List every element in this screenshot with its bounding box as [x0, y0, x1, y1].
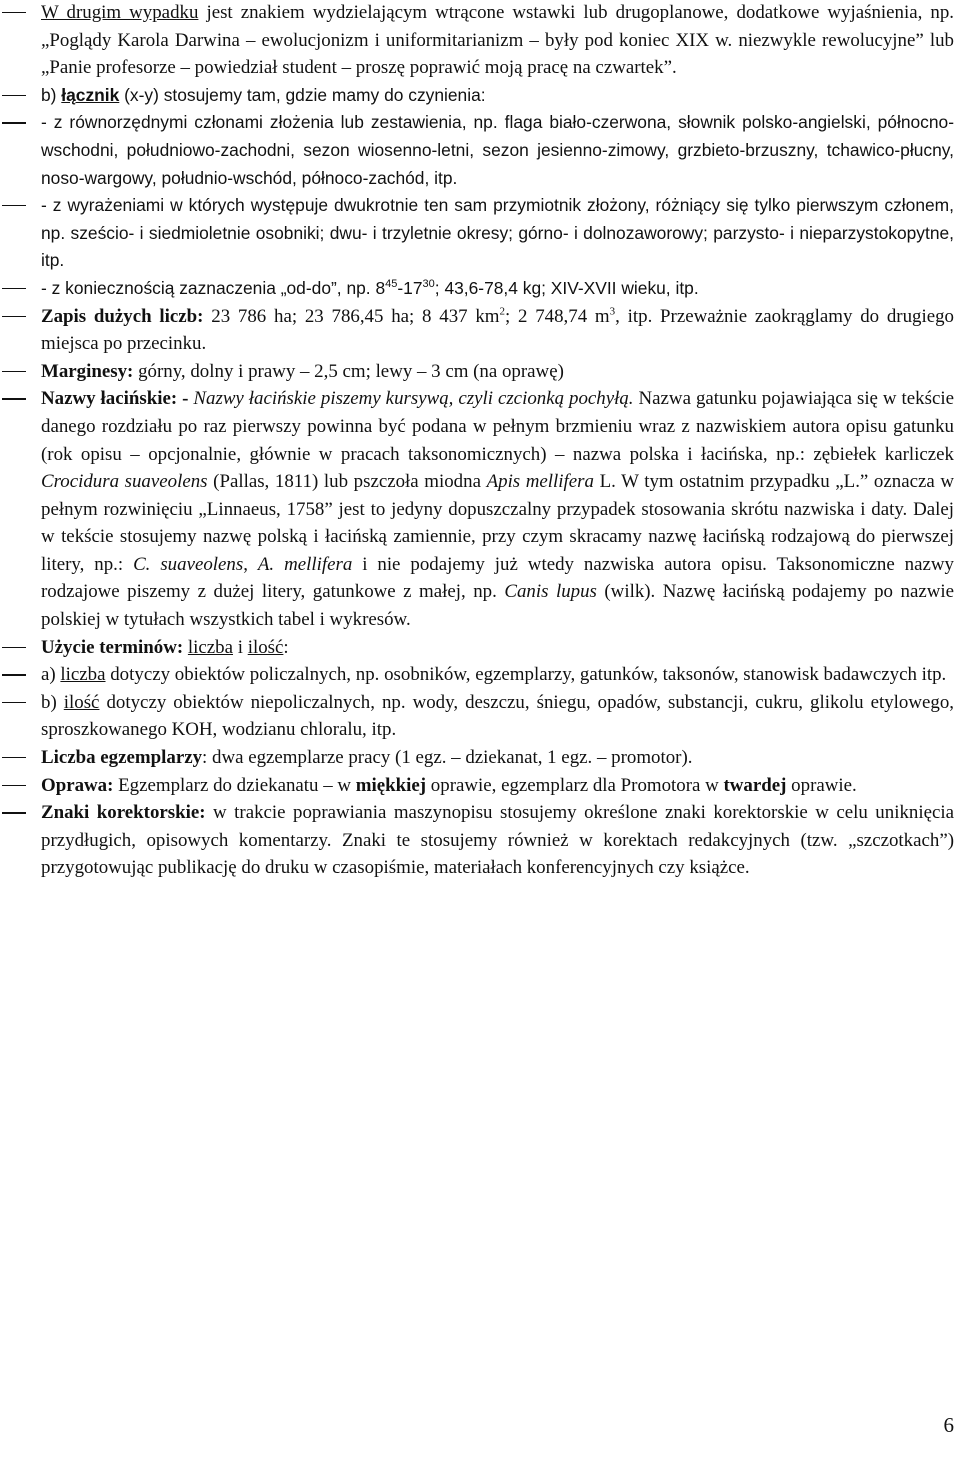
bullet-dash: [2, 95, 26, 96]
paragraph-margins: [0, 358, 960, 386]
term-label: Użycie terminów:: [41, 636, 184, 658]
italic-text: Nazwy łacińskie piszemy kursywą, czyli czcionką pochyłą.: [188, 388, 634, 410]
page-number: 6: [943, 1413, 954, 1437]
paragraph-ranges: [0, 275, 960, 303]
bullet-dash: [2, 288, 26, 289]
paragraph-text: 23 786 ha; 23 786,45 ha; 8 437 km: [203, 305, 500, 327]
paragraph-terms-usage: [0, 634, 960, 662]
bullet-dash: [2, 647, 26, 648]
bold-text: twardej: [723, 774, 787, 796]
term-label: Liczba egzemplarzy: [41, 747, 203, 769]
list-prefix: b): [41, 84, 62, 105]
bold-text: miękkiej: [355, 774, 427, 796]
paragraph-text: ; 2 748,74 m: [505, 305, 610, 327]
term-word: ilość: [247, 636, 284, 658]
superscript: 3: [609, 305, 616, 318]
paragraph-text: górny, dolny i prawy – 2,5 cm; lewy – 3 cm (na oprawę): [133, 360, 564, 382]
bullet-dash: [2, 785, 26, 786]
paragraph-text: jest znakiem wydzielającym wtrącone wstawki lub drugoplanowe, dodatkowe wyjaśnienia, np. „Poglądy Karola Darwina – ewolucjonizm i uniformitarianizm – były pod koniec XIX w. niezwykle rewolucyjne” lub „Panie profesorze – powiedział student – proszę poprawić moją pracę na czwartek”.: [41, 2, 954, 79]
bullet-dash: [2, 812, 26, 813]
paragraph-text: :: [283, 636, 289, 658]
term-label: Marginesy:: [41, 360, 134, 382]
paragraph-text: - z koniecznością zaznaczenia „od-do”, np. 8: [41, 277, 386, 298]
paragraph-text: Nazwa gatunku pojawiająca się w tekście danego rozdziału po raz pierwszy powinna być podana w pełnym brzmieniu wraz z nazwiskiem autora opisu gatunku (rok opisu – opcjonalnie, głównie w pracach taksonomicznych) – nazwa polska i łacińska, np.: zębiełek karliczek: [41, 388, 954, 465]
paragraph-text: oprawie, egzemplarz dla Promotora w: [426, 774, 724, 796]
paragraph-text: (Pallas, 1811) lub pszczoła miodna: [207, 471, 487, 493]
paragraph-text: (wilk). Nazwę łacińską podajemy po nazwie polskiej w tytułach wszystkich tabel i wykresów.: [41, 581, 954, 631]
bullet-dash: [2, 205, 26, 206]
paragraph-text: - z wyrażeniami w których występuje dwukrotnie ten sam przymiotnik złożony, różniący się tylko pierwszym członem, np. sześcio- i siedmioletnie osobniki; dwu- i trzyletnie okresy; górno- i dolnozaworowy; parzysto- i nieparzystokopytne, itp.: [41, 195, 954, 271]
paragraph-text: L. W tym ostatnim przypadku „L.” oznacza w pełnym rozwinięciu „Linnaeus, 1758” jest to jedyny dopuszczalny przypadek stosowania skrótu nazwiska i daty. Dalej w tekście stosujemy nazwę polską i łacińską zamiennie, przy czym skracamy nazwę łacińską rodzajową do pierwszej litery, np.:: [41, 471, 954, 575]
paragraph-text: ; 43,6-78,4 kg; XIV-XVII wieku, itp.: [434, 277, 699, 298]
paragraph-text: Egzemplarz do dziekanatu – w: [113, 774, 356, 796]
paragraph-compound-words: [0, 109, 960, 192]
term-label: Oprawa:: [41, 774, 114, 796]
paragraph-proofreading-marks: [0, 799, 960, 882]
latin-name: Crocidura suaveolens: [41, 471, 208, 493]
paragraph-dash-second-case: [0, 0, 960, 82]
paragraph-text: : dwa egzemplarze pracy (1 egz. – dziekanat, 1 egz. – promotor).: [202, 747, 693, 769]
superscript: 2: [499, 305, 505, 318]
latin-name: A. mellifera: [257, 553, 353, 575]
bullet-dash: [2, 702, 26, 703]
bullet-dash: [2, 316, 26, 317]
term-word: liczba: [187, 636, 233, 658]
paragraph-text: ,: [243, 553, 258, 575]
paragraph-term-ilosc: [0, 689, 960, 744]
paragraph-large-numbers: [0, 303, 960, 358]
term-label: Zapis dużych liczb:: [41, 305, 204, 327]
paragraph-term-liczba: [0, 661, 960, 689]
bullet-dash: [2, 757, 26, 758]
latin-name: Canis lupus: [504, 581, 597, 603]
paragraph-hyphen-intro: [0, 82, 960, 110]
bullet-dash: [2, 674, 26, 675]
latin-name: Apis mellifera: [486, 471, 594, 493]
paragraph-text: , itp. Przeważnie zaokrąglamy do drugiego miejsca po przecinku.: [41, 305, 954, 355]
bullet-dash: [2, 12, 26, 13]
superscript: 30: [422, 278, 435, 291]
paragraph-binding: [0, 772, 960, 800]
paragraph-text: i nie podajemy już wtedy nazwiska autora opisu. Taksonomiczne nazwy rodzajowe piszemy z dużej litery, gatunkowe z małej, np.: [41, 553, 954, 603]
paragraph-repeated-adjectives: [0, 192, 960, 275]
paragraph-text: dotyczy obiektów policzalnych, np. osobników, egzemplarzy, gatunków, taksonów, stanowisk badawczych itp.: [105, 664, 947, 686]
bullet-dash: [2, 122, 26, 123]
paragraph-text: oprawie.: [786, 774, 857, 796]
latin-name: C. suaveolens: [133, 553, 244, 575]
term-word: liczba: [60, 664, 106, 686]
list-prefix: b): [41, 691, 64, 713]
paragraph-latin-names: [0, 385, 960, 633]
paragraph-text: dotyczy obiektów niepoliczalnych, np. wody, deszczu, śniegu, opadów, substancji, cukru, glikolu etylowego, sproszkowanego KOH, wodzianu chloralu, itp.: [41, 691, 954, 741]
term-word: ilość: [63, 691, 100, 713]
term-label: Nazwy łacińskie: -: [41, 388, 189, 410]
paragraph-text: - z równorzędnymi członami złożenia lub zestawienia, np. flaga biało-czerwona, słownik polsko-angielski, północno-wschodni, południowo-zachodni, sezon wiosenno-letni, sezon jesienno-zimowy, grzbieto-brzuszny, tchawico-płucny, noso-wargowy, południo-wschód, północo-zachód, itp.: [41, 112, 954, 188]
term-label: łącznik: [61, 84, 120, 105]
paragraph-text: -17: [397, 277, 423, 298]
superscript: 45: [385, 278, 398, 291]
paragraph-copies: [0, 744, 960, 772]
bullet-dash: [2, 371, 26, 372]
paragraph-text: (x-y) stosujemy tam, gdzie mamy do czynienia:: [119, 84, 486, 105]
term-label: Znaki korektorskie:: [41, 802, 206, 824]
list-prefix: a): [41, 664, 61, 686]
term-label: W drugim wypadku: [41, 2, 199, 23]
bullet-dash: [2, 398, 26, 399]
paragraph-text: w trakcie poprawiania maszynopisu stosujemy określone znaki korektorskie w celu uniknięcia przydługich, opisowych komentarzy. Znaki te stosujemy również w korektach redakcyjnych (tzw. „szczotkach”) przygotowując publikację do druku w czasopiśmie, materiałach konferencyjnych czy książce.: [41, 802, 954, 879]
paragraph-text: i: [233, 636, 248, 658]
